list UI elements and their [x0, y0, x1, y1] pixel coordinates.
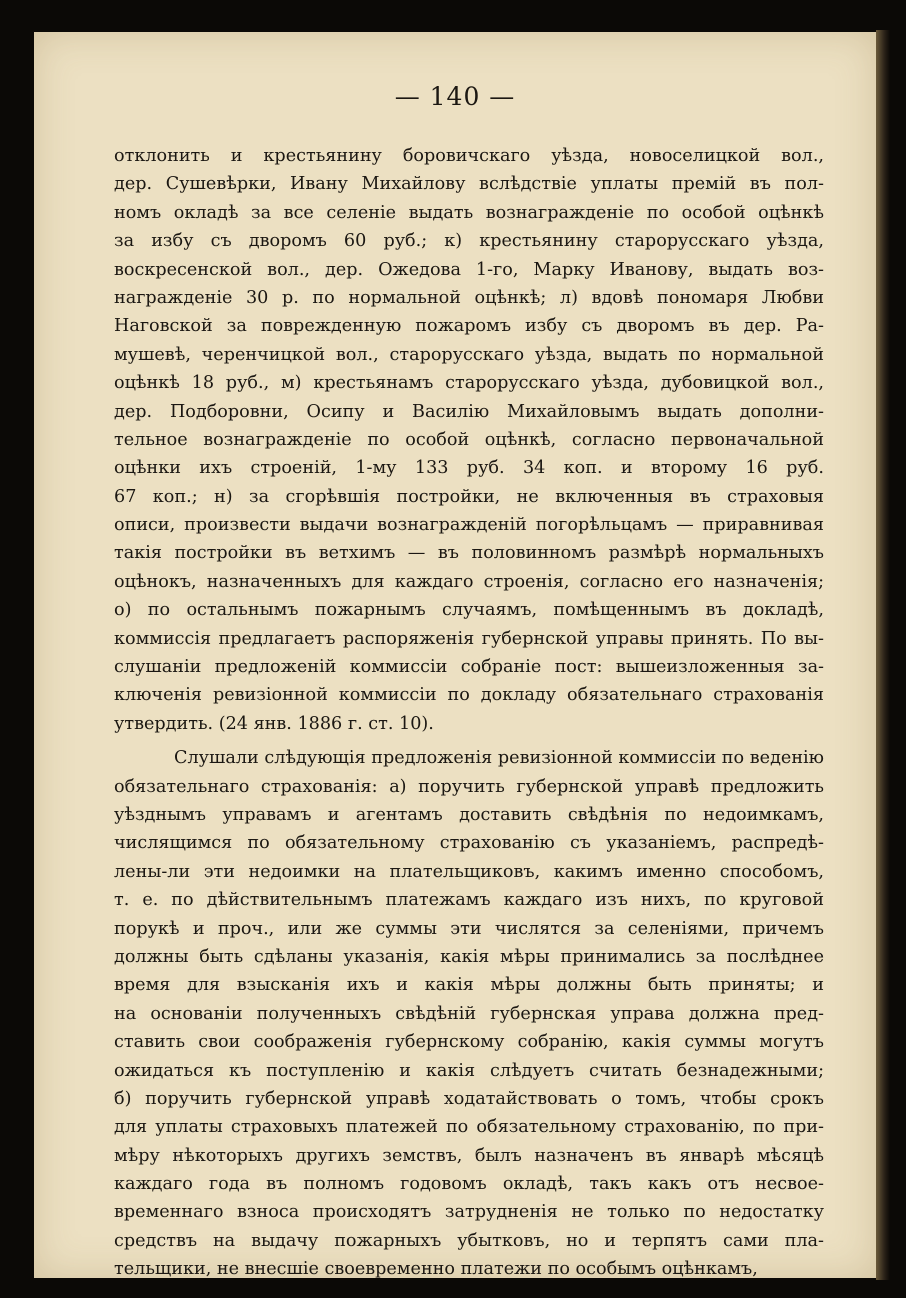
text-line: каждаго года въ полномъ годовомъ окладѣ, такъ какъ отъ несвоe- — [114, 1174, 824, 1195]
text-line: для уплаты страховыхъ платежей по обязательному страхованію, по при- — [114, 1117, 824, 1138]
text-line: средствъ на выдачу пожарныхъ убытковъ, но и терпятъ сами пла- — [114, 1230, 824, 1251]
page-edge — [876, 30, 890, 1280]
text-line: дер. Сушевѣрки, Ивану Михайлову вслѣдствіе уплаты премій въ пол- — [114, 174, 824, 195]
text-line: уѣзднымъ управамъ и агентамъ доставить свѣдѣнія по недоимкамъ, — [114, 804, 824, 825]
text-line: мѣру нѣкоторыхъ другихъ земствъ, былъ назначенъ въ январѣ мѣсяцѣ — [114, 1145, 824, 1166]
text-line: за избу съ дворомъ 60 руб.; к) крестьянину старорусскаго уѣзда, — [114, 231, 824, 252]
body-text — [114, 142, 824, 1284]
text-line: временнаго взноса происходятъ затрудненія не только по недостатку — [114, 1202, 824, 1223]
text-line: номъ окладѣ за все селеніе выдать вознагражденіе по особой оцѣнкѣ — [114, 202, 824, 223]
text-line: ожидаться къ поступленію и какія слѣдуетъ считать безнадежными; — [114, 1060, 824, 1081]
text-line: на основаніи полученныхъ свѣдѣній губернская управа должна пред- — [114, 1003, 824, 1024]
text-line: такія постройки въ ветхимъ — въ половинномъ размѣрѣ нормальныхъ — [114, 543, 824, 564]
text-line: должны быть сдѣланы указанія, какія мѣры принимались за послѣднее — [114, 946, 824, 967]
paragraph-1 — [114, 142, 824, 738]
text-line: награжденіе 30 р. по нормальной оцѣнкѣ; л) вдовѣ пономаря Любви — [114, 287, 824, 308]
text-line: коммиссія предлагаетъ распоряженія губернской управы принять. По вы- — [114, 628, 824, 649]
text-line: т. е. по дѣйствительнымъ платежамъ каждаго изъ нихъ, по круговой — [114, 890, 824, 911]
text-line: воскресенской вол., дер. Ожедова 1-го, Марку Иванову, выдать воз- — [114, 259, 824, 280]
text-line: порукѣ и проч., или же суммы эти числятся за селеніями, причемъ — [114, 918, 824, 939]
text-line: тельное вознагражденіе по особой оцѣнкѣ, согласно первоначальной — [114, 429, 824, 450]
text-line: слушаніи предложеній коммиссіи собраніе пост: вышеизложенныя за- — [114, 657, 824, 678]
paragraph-2 — [114, 744, 824, 1283]
text-line: ставить свои соображенія губернскому собранію, какія суммы могутъ — [114, 1032, 824, 1053]
text-line: мушевѣ, черенчицкой вол., старорусскаго уѣзда, выдать по нормальной — [114, 344, 824, 365]
text-line: 67 коп.; н) за сгорѣвшія постройки, не включенныя въ страховыя — [114, 486, 824, 507]
text-line: б) поручить губернской управѣ ходатайствовать о томъ, чтобы срокъ — [114, 1088, 824, 1109]
text-line: Слушали слѣдующія предложенія ревизіонной коммиссіи по веденію — [174, 748, 824, 769]
page-number: — 140 — — [394, 82, 516, 111]
text-line: отклонить и крестьянину боровичскаго уѣзда, новоселицкой вол., — [114, 146, 824, 166]
text-line: оцѣнкѣ 18 руб., м) крестьянамъ старорусскаго уѣзда, дубовицкой вол., — [114, 373, 824, 394]
text-line: дер. Подборовни, Осипу и Василію Михайловымъ выдать дополни- — [114, 401, 824, 422]
book-page — [34, 32, 876, 1278]
text-line: оцѣнки ихъ строеній, 1-му 133 руб. 34 коп. и второму 16 руб. — [114, 458, 824, 479]
text-line: обязательнаго страхованія: а) поручить губернской управѣ предложить — [114, 776, 824, 797]
text-line: оцѣнокъ, назначенныхъ для каждаго строенія, согласно его назначенія; — [114, 571, 824, 592]
text-line: числящимся по обязательному страхованію съ указаніемъ, распредѣ- — [114, 833, 824, 854]
text-line: ключенія ревизіонной коммиссіи по докладу обязательнаго страхованія — [114, 685, 824, 706]
text-line: тельщики, не внесшіе своевременно платежи по особымъ оцѣнкамъ, — [114, 1259, 758, 1280]
text-line: лены-ли эти недоимки на плательщиковъ, какимъ именно способомъ, — [114, 861, 824, 882]
text-line: время для взысканія ихъ и какія мѣры должны быть приняты; и — [114, 975, 824, 996]
text-line: Наговской за поврежденную пожаромъ избу съ дворомъ въ дер. Ра- — [114, 316, 824, 337]
text-line: утвердить. (24 янв. 1886 г. ст. 10). — [114, 713, 434, 734]
text-line: о) по остальнымъ пожарнымъ случаямъ, помѣщеннымъ въ докладѣ, — [114, 600, 824, 621]
text-line: описи, произвести выдачи вознагражденій погорѣльцамъ — приравнивая — [114, 515, 824, 536]
